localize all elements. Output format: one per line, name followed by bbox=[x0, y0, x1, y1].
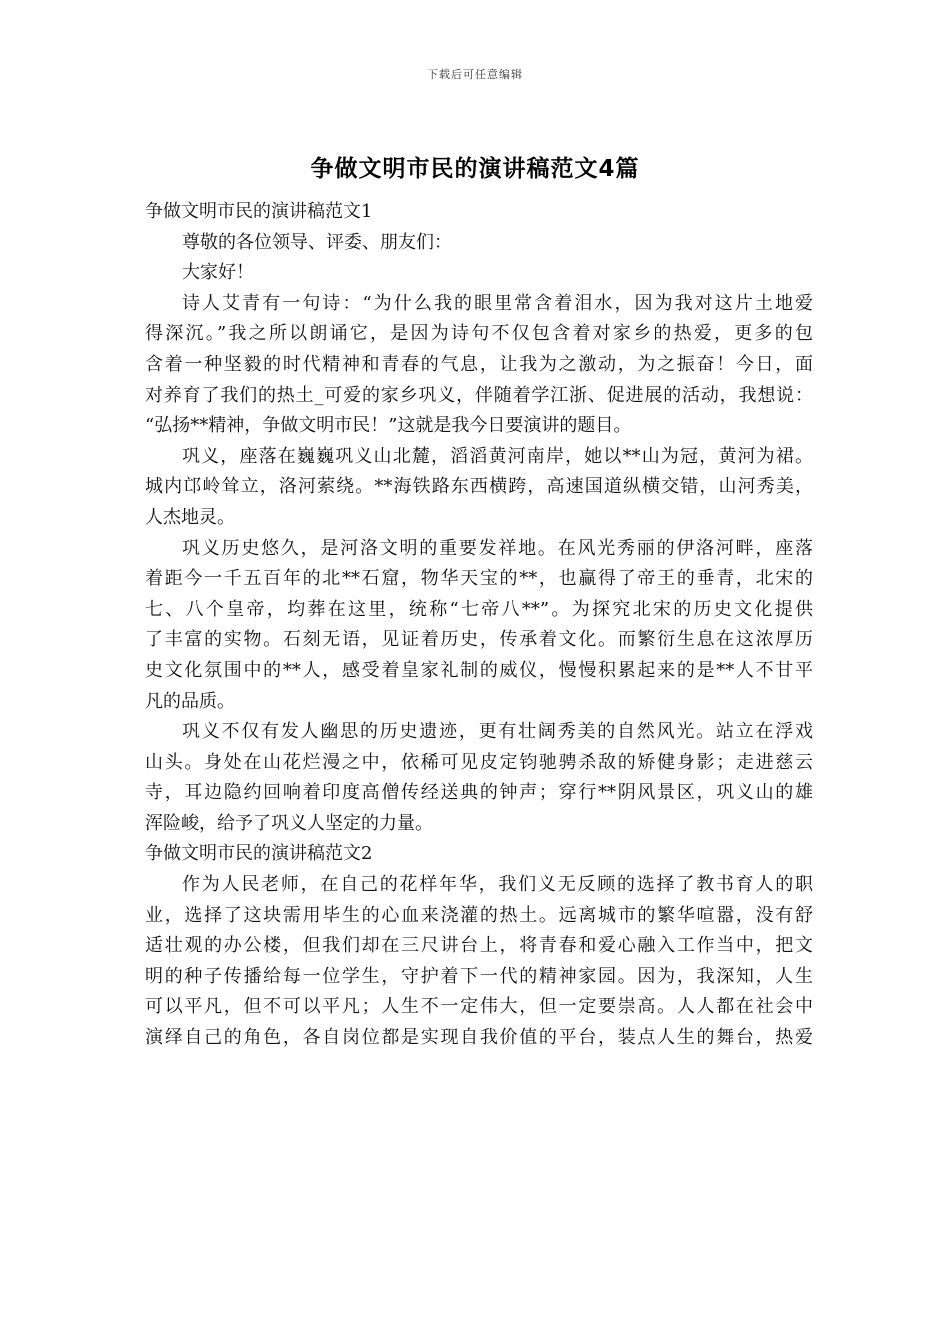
paragraph-line: 浑险峻，给予了巩义人坚定的力量。 bbox=[145, 812, 433, 834]
document-body bbox=[145, 197, 813, 1054]
paragraph-line: 七、八个皇帝，均葬在这里，统称“七帝八**”。为探究北宋的历史文化提供 bbox=[145, 598, 813, 620]
paragraph-line: 诗人艾青有一句诗：“为什么我的眼里常含着泪水，因为我对这片土地爱 bbox=[182, 292, 813, 314]
paragraph-line: 山头。身处在山花烂漫之中，依稀可见皮定钧驰骋杀敌的矫健身影；走进慈云 bbox=[145, 751, 813, 773]
document-title: 争做文明市民的演讲稿范文4篇 bbox=[310, 156, 640, 182]
section-heading: 争做文明市民的演讲稿范文1 bbox=[145, 201, 373, 222]
paragraph-line: 含着一种坚毅的时代精神和青春的气息，让我为之激动，为之振奋！今日，面 bbox=[145, 353, 813, 375]
paragraph-line: 尊敬的各位领导、评委、朋友们： bbox=[182, 231, 452, 253]
paragraph-line: 了丰富的实物。石刻无语，见证着历史，传承着文化。而繁衍生息在这浓厚历 bbox=[145, 629, 813, 651]
header-note: 下载后可任意编辑 bbox=[427, 68, 523, 81]
paragraph-line: 人杰地灵。 bbox=[145, 506, 235, 528]
paragraph-line: 城内邙岭耸立，洛河萦绕。**海铁路东西横跨，高速国道纵横交错，山河秀美， bbox=[145, 476, 813, 498]
section-heading: 争做文明市民的演讲稿范文2 bbox=[145, 843, 373, 865]
paragraph-line: 演绎自己的角色，各自岗位都是实现自我价值的平台，装点人生的舞台，热爱 bbox=[145, 1027, 813, 1049]
paragraph-line: 作为人民老师，在自己的花样年华，我们义无反顾的选择了教书育人的职 bbox=[182, 874, 813, 896]
paragraph-line: 对养育了我们的热土_可爱的家乡巩义，伴随着学江浙、促进展的活动，我想说： bbox=[145, 384, 813, 406]
paragraph-line: 巩义历史悠久，是河洛文明的重要发祥地。在风光秀丽的伊洛河畔，座落 bbox=[182, 537, 813, 559]
paragraph-line: 可以平凡，但不可以平凡；人生不一定伟大，但一定要崇高。人人都在社会中 bbox=[145, 996, 813, 1018]
paragraph-line: 得深沉。”我之所以朗诵它，是因为诗句不仅包含着对家乡的热爱，更多的包 bbox=[145, 323, 813, 345]
paragraph-line: 巩义，座落在巍巍巩义山北麓，滔滔黄河南岸，她以**山为冠，黄河为裙。 bbox=[182, 445, 813, 467]
paragraph-line: 明的种子传播给每一位学生，守护着下一代的精神家园。因为，我深知，人生 bbox=[145, 965, 813, 987]
paragraph-line: 巩义不仅有发人幽思的历史遗迹，更有壮阔秀美的自然风光。站立在浮戏 bbox=[182, 721, 813, 743]
paragraph-line: 凡的品质。 bbox=[145, 690, 235, 712]
paragraph-line: 着距今一千五百年的北**石窟，物华天宝的**，也赢得了帝王的垂青，北宋的 bbox=[145, 568, 813, 590]
paragraph-line: 大家好！ bbox=[182, 262, 254, 284]
paragraph-line: 史文化氛围中的**人，感受着皇家礼制的威仪，慢慢积累起来的是**人不甘平 bbox=[145, 659, 813, 681]
paragraph-line: 寺，耳边隐约回响着印度高僧传经送典的钟声；穿行**阴风景区，巩义山的雄 bbox=[145, 782, 813, 804]
paragraph-line: 业，选择了这块需用毕生的心血来浇灌的热土。远离城市的繁华喧嚣，没有舒 bbox=[145, 904, 813, 926]
paragraph-line: 适壮观的办公楼，但我们却在三尺讲台上，将青春和爱心融入工作当中，把文 bbox=[145, 935, 813, 957]
paragraph-line: “弘扬**精神，争做文明市民！”这就是我今日要演讲的题目。 bbox=[145, 415, 632, 437]
